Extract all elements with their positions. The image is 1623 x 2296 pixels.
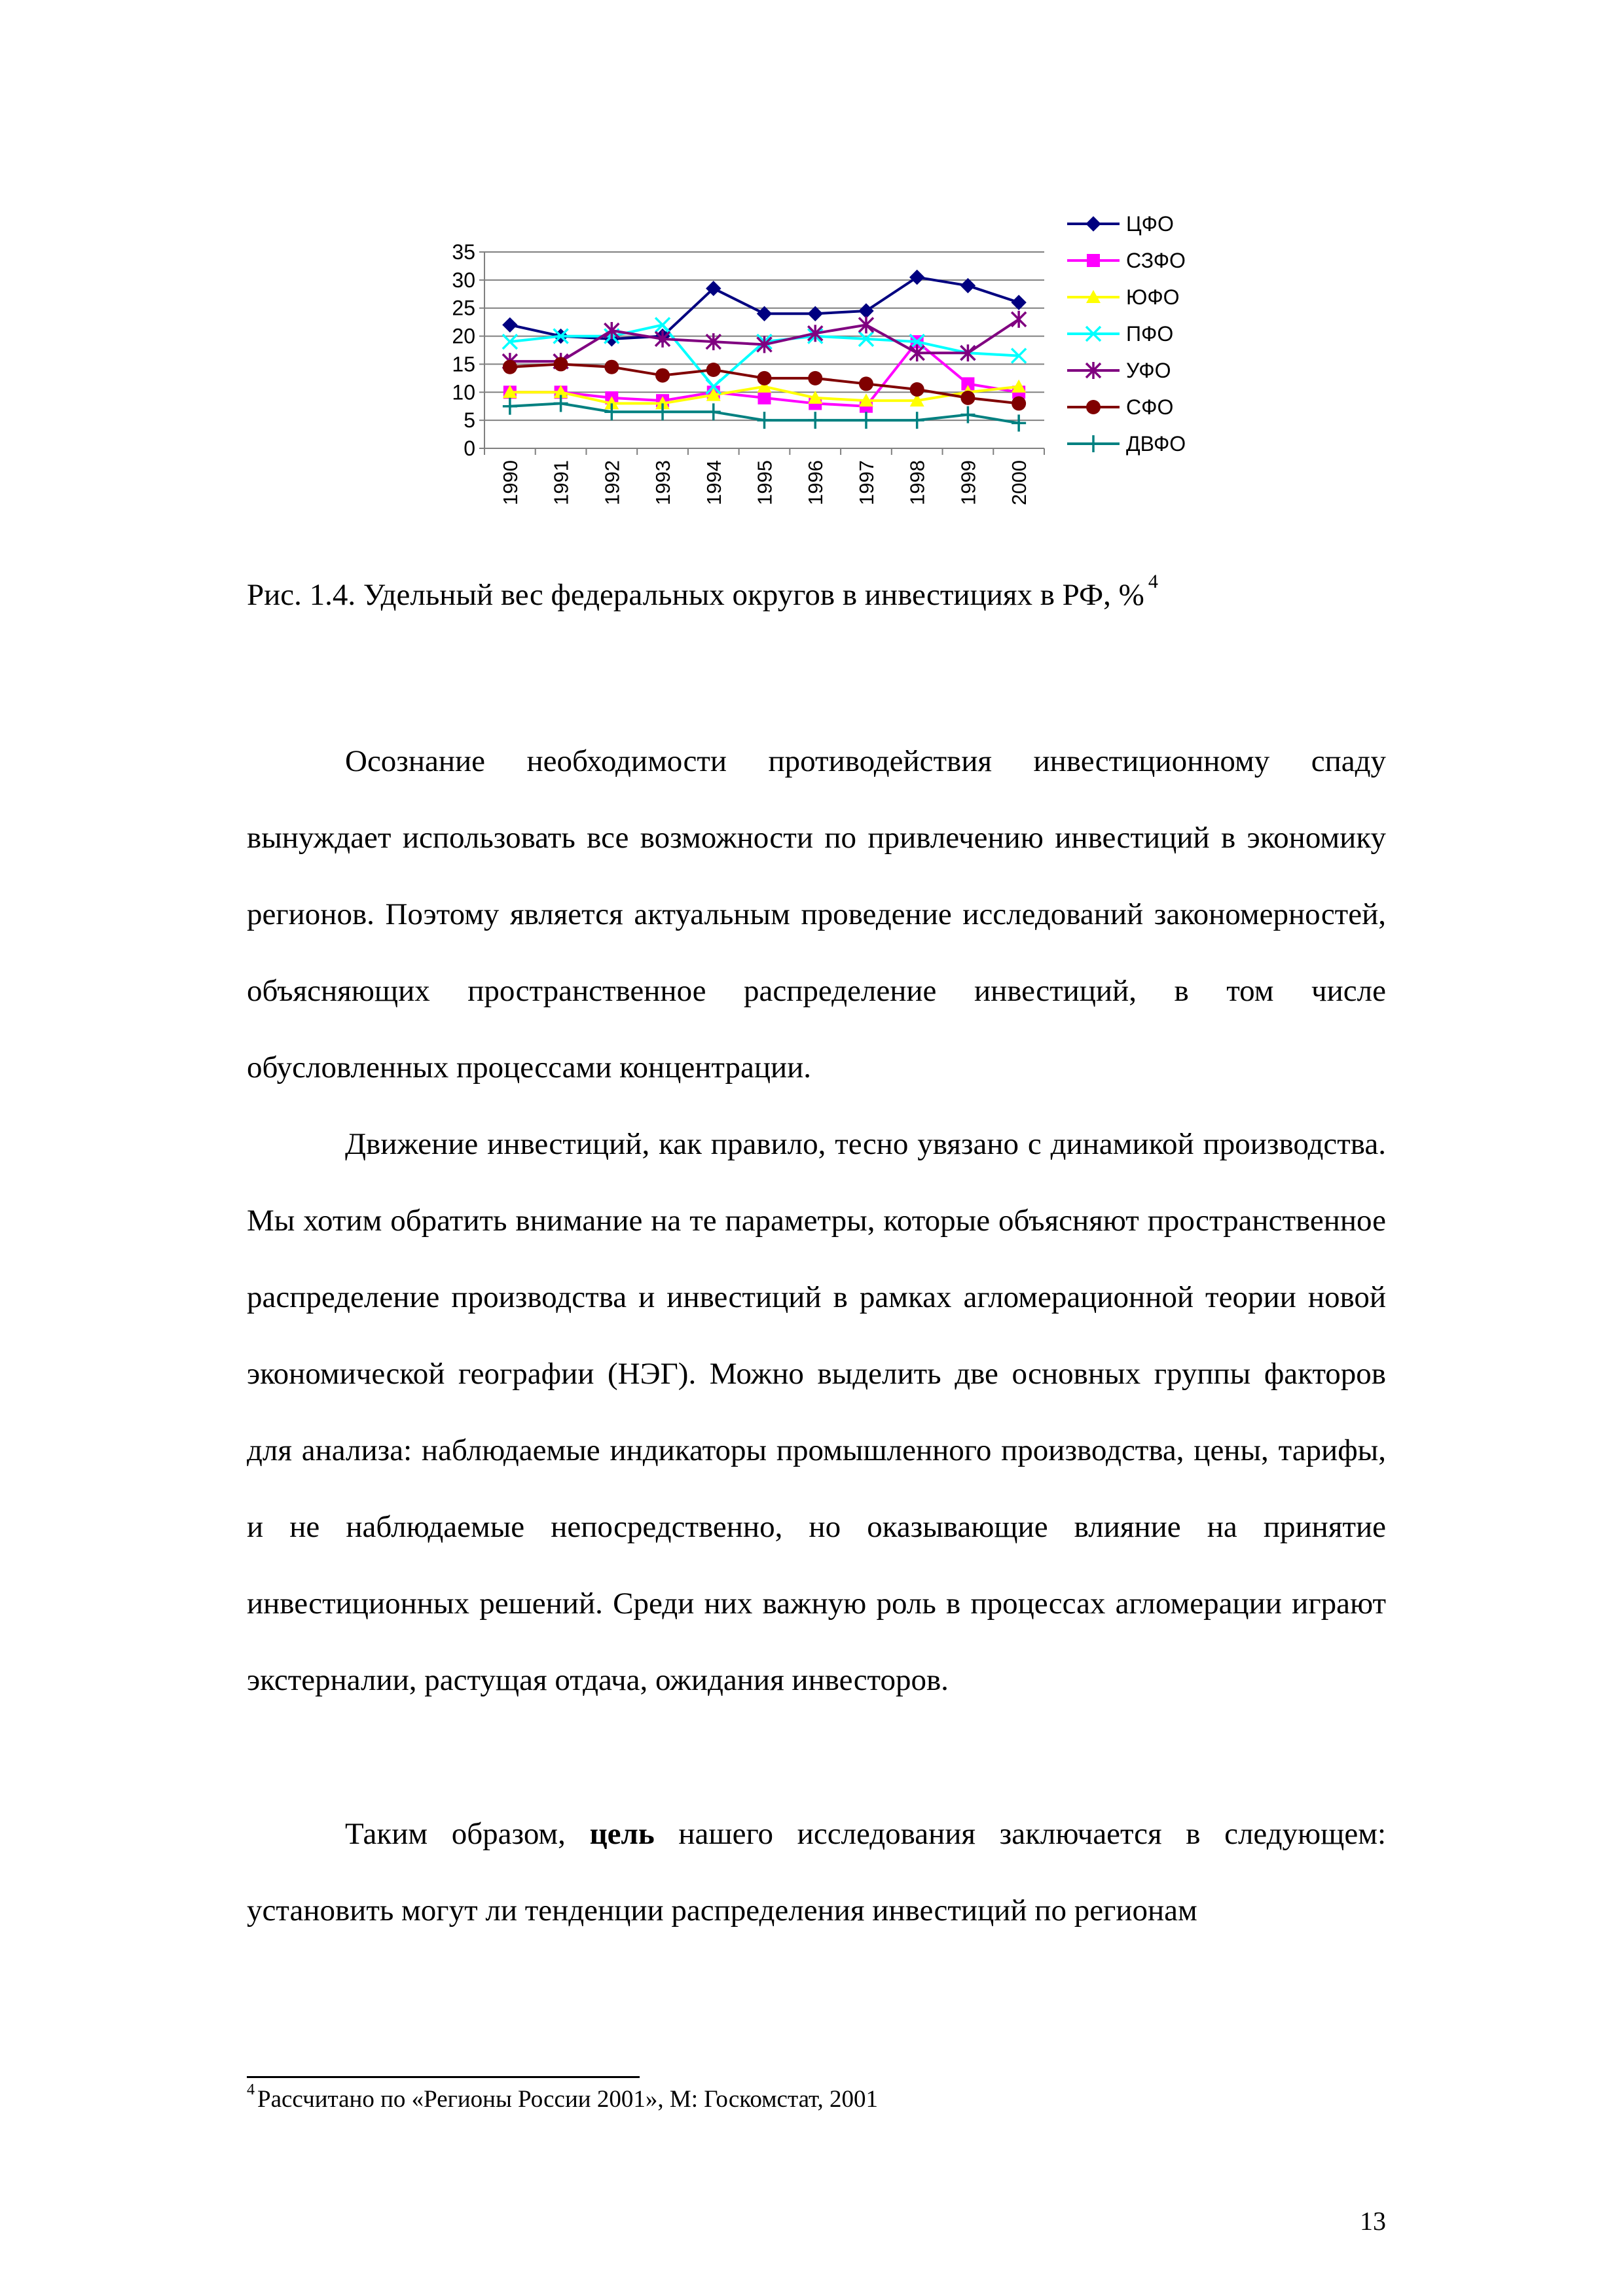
data-point: [859, 412, 873, 429]
data-point: [706, 363, 721, 377]
x-tick-label: 2000: [1008, 460, 1031, 505]
paragraph-2-text: Движение инвестиций, как правило, тесно увязано с динамикой производства. Мы хотим обратить внимание на те параметры, которые объясняют пространственное распределение производства и инвестиций в рамках агломерационной теории новой экономической географии (НЭГ). Можно выделить две основных группы факторов для анализа: наблюдаемые индикаторы промышленного производства, цены, тарифы, и не наблюдаемые непосредственно, но оказывающие влияние на принятие инвестиционных решений. Среди них важную роль в процессах агломерации играют экстерналии, растущая отдача, ожидания инвесторов.: [247, 1127, 1386, 1697]
paragraph-1-text: Осознание необходимости противодействия инвестиционному спаду вынуждает использовать все возможности по привлечению инвестиций в экономику регионов. Поэтому является актуальным проведение исследований закономерностей, объясняющих пространственное распределение инвестиций, в том числе обусловленных процессами концентрации.: [247, 744, 1386, 1085]
data-point: [1012, 396, 1026, 410]
legend-item: [1067, 395, 1173, 419]
paragraph-1: [247, 723, 1386, 1106]
legend-item: [1067, 359, 1171, 382]
data-point: [758, 391, 771, 404]
data-point: [1012, 414, 1026, 431]
x-tick-label: 1993: [651, 460, 675, 505]
data-point: [757, 371, 772, 386]
data-point: [910, 270, 924, 285]
data-point: [859, 304, 873, 318]
caption-text: Рис. 1.4. Удельный вес федеральных округов в инвестициях в РФ, %: [247, 578, 1144, 612]
footnote-separator: [247, 2076, 640, 2078]
data-point: [808, 371, 822, 386]
paragraph-2: [247, 1106, 1386, 1719]
legend-marker: [1086, 435, 1101, 452]
legend-label: ДВФО: [1126, 432, 1186, 456]
y-tick-label: 10: [452, 380, 475, 404]
chart-legend: [1067, 212, 1186, 456]
legend-item: [1067, 285, 1180, 309]
data-point: [808, 412, 822, 429]
y-tick-label: 15: [452, 352, 475, 376]
x-tick-label: 1999: [957, 460, 980, 505]
data-point: [960, 391, 975, 405]
footnote-number: 4: [247, 2081, 255, 2098]
data-point: [655, 368, 670, 383]
footnote-text: Рассчитано по «Регионы России 2001», М: Госкомстат, 2001: [257, 2086, 878, 2113]
y-tick-label: 25: [452, 296, 475, 320]
paragraph-3-end: нашего исследования заключается в следующем: установить могут ли тенденции распределения инвестиций по регионам: [247, 1817, 1387, 1928]
data-point: [503, 398, 517, 415]
y-tick-label: 30: [452, 268, 475, 292]
paragraph-3: [247, 1796, 1386, 1949]
y-tick-label: 20: [452, 324, 475, 348]
footnote: [247, 2081, 878, 2113]
data-point: [910, 412, 924, 429]
paragraph-3-start: Таким образом,: [345, 1817, 566, 1851]
legend-label: УФО: [1126, 359, 1171, 382]
data-point: [604, 360, 619, 374]
legend-marker: [1087, 254, 1100, 267]
data-point: [503, 360, 517, 374]
legend-label: ПФО: [1126, 322, 1174, 346]
x-tick-label: 1994: [702, 460, 725, 505]
x-tick-label: 1990: [498, 460, 522, 505]
legend-marker: [1086, 400, 1101, 414]
legend-item: [1067, 212, 1174, 236]
chart-series: [503, 270, 1026, 432]
data-point: [859, 376, 873, 391]
x-tick-label: 1995: [753, 460, 776, 505]
data-point: [554, 357, 568, 371]
data-point: [757, 412, 772, 429]
data-point: [706, 403, 721, 420]
caption-footnote-ref: 4: [1148, 571, 1158, 592]
figure-caption: [247, 571, 1158, 613]
x-tick-label: 1996: [804, 460, 828, 505]
line-chart: [419, 203, 1244, 543]
x-tick-label: 1991: [549, 460, 573, 505]
y-tick-label: 0: [464, 437, 475, 460]
y-tick-label: 35: [452, 240, 475, 264]
x-tick-label: 1998: [905, 460, 929, 505]
legend-item: [1067, 432, 1186, 456]
legend-item: [1067, 249, 1186, 272]
data-point: [1012, 311, 1026, 328]
legend-marker: [1086, 217, 1101, 231]
x-tick-label: 1997: [854, 460, 878, 505]
paragraph-3-bold: цель: [589, 1817, 655, 1851]
page-number: 13: [1360, 2206, 1386, 2236]
y-tick-label: 5: [464, 408, 475, 433]
data-point: [503, 317, 517, 332]
x-tick-label: 1992: [600, 460, 624, 505]
legend-label: ЦФО: [1126, 212, 1174, 236]
legend-label: ЮФО: [1126, 285, 1180, 309]
legend-label: СФО: [1126, 395, 1174, 419]
legend-label: СЗФО: [1126, 249, 1186, 272]
data-point: [910, 382, 924, 397]
legend-item: [1067, 322, 1173, 346]
